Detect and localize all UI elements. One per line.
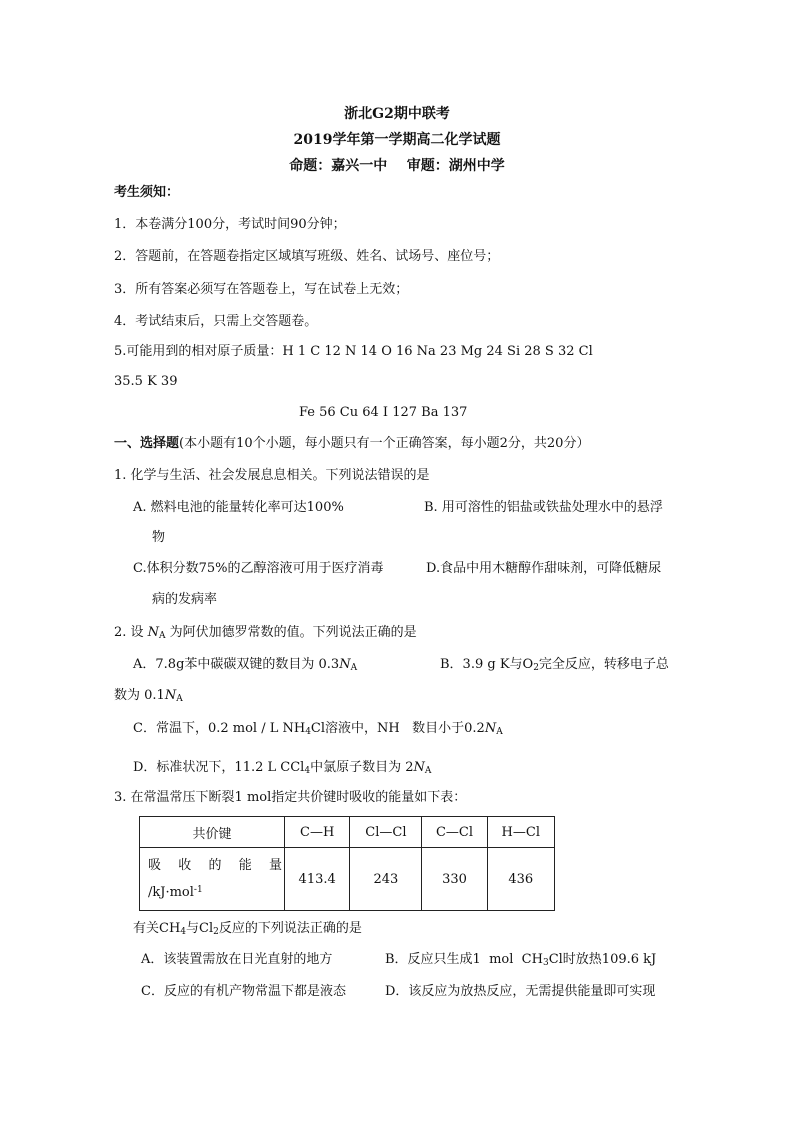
q2-option-d <box>133 759 431 780</box>
q2-b-b: 完全反应，转移电子总 <box>538 657 669 672</box>
notice-item-5: 5.可能用到的相对原子质量：H 1 C 12 N 14 O 16 Na 23 Mg 24 Si 28 S 32 Cl <box>114 344 593 359</box>
q1-option-b-cont: 物 <box>152 530 166 545</box>
table-header-row <box>140 817 555 848</box>
exam-subtitle: 2019学年第一学期高二化学试题 <box>293 132 501 148</box>
notice-item-1: 1．本卷满分100分，考试时间90分钟； <box>114 217 346 232</box>
q2-b-sub: 2 <box>533 663 539 673</box>
section-label: 一、选择题 <box>114 436 180 451</box>
table-row-label <box>140 848 285 911</box>
bond-energy-table <box>139 816 555 911</box>
q1-option-b: B. 用可溶性的铝盐或铁盐处理水中的悬浮 <box>424 500 663 515</box>
q2-d-a: D．标准状况下，11.2 L CCl <box>133 760 305 775</box>
q2-a-text: A．7.8g苯中碳碳双键的数目为 0.3 <box>133 657 340 672</box>
table-cell-hcl: 436 <box>487 848 554 911</box>
q2-c-sub: 4 <box>305 727 311 737</box>
q2-option-b <box>440 656 669 677</box>
row-label-sup: -1 <box>193 885 203 895</box>
q1-stem: 1. 化学与生活、社会发展息息相关。下列说法错误的是 <box>114 468 430 483</box>
table-header-hcl: H—Cl <box>487 817 554 848</box>
q2-d-na-sub: A <box>424 766 432 776</box>
q2-d-sub: 4 <box>304 766 311 776</box>
exam-authors <box>0 157 794 175</box>
q1-option-d-cont: 病的发病率 <box>152 592 218 607</box>
q3-option-d: D．该反应为放热反应，无需提供能量即可实现 <box>385 984 656 999</box>
q2-option-c <box>133 720 503 741</box>
q3-option-a: A．该装置需放在日光直射的地方 <box>141 952 333 967</box>
table-header-ch: C—H <box>285 817 350 848</box>
q2-na-sub: A <box>159 631 166 641</box>
row-label-line2: /kJ·mol <box>148 885 194 900</box>
notice-item-4: 4．考试结束后，只需上交答题卷。 <box>114 314 318 329</box>
q3-stem: 3. 在常温常压下断裂1 mol指定共价键时吸收的能量如下表： <box>114 790 467 805</box>
q2-d-na: N <box>413 760 425 775</box>
q3-intro-sub2: 2 <box>213 927 219 937</box>
q2-stem <box>114 624 417 645</box>
q2-b-a: B．3.9 g K与O <box>440 657 534 672</box>
q2-c-na-sub: A <box>496 727 503 737</box>
q3-intro <box>133 920 362 941</box>
q3-b-a: B．反应只生成1 mol CH <box>385 952 543 967</box>
q3-option-b <box>385 951 656 972</box>
table-header-ccl: C—Cl <box>422 817 487 848</box>
table-header-bond: 共价键 <box>140 817 285 848</box>
notice-heading: 考生须知： <box>114 185 180 200</box>
q2-b-na: N <box>164 688 177 703</box>
q2-option-a <box>133 656 357 677</box>
q1-option-d: D.食品中用木糖醇作甜味剂，可降低糖尿 <box>426 561 662 576</box>
q2-c-a: C．常温下，0.2 mol / L NH <box>133 721 306 736</box>
q2-option-b-cont <box>114 687 183 708</box>
q3-intro-b: 与Cl <box>186 921 214 936</box>
table-cell-ch: 413.4 <box>285 848 350 911</box>
table-cell-ccl: 330 <box>422 848 487 911</box>
table-cell-clcl: 243 <box>350 848 422 911</box>
q3-option-c: C．反应的有机产物常温下都是液态 <box>141 984 346 999</box>
section-title <box>114 435 589 453</box>
notice-item-5-cont: 35.5 K 39 <box>114 374 178 389</box>
section-desc: (本小题有10个小题，每小题只有一个正确答案，每小题2分，共20分） <box>179 436 590 451</box>
table-header-clcl: Cl—Cl <box>350 817 422 848</box>
q2-b2: 数为 0.1 <box>114 688 165 703</box>
q2-c-na: N <box>484 721 497 736</box>
q2-d-b: 中氯原子数目为 2 <box>310 760 414 775</box>
authors-text: 命题：嘉兴一中 审题：湖州中学 <box>289 158 505 174</box>
q1-option-c: C.体积分数75%的乙醇溶液可用于医疗消毒 <box>133 561 384 576</box>
q2-stem-a: 2. 设 <box>114 625 148 640</box>
q3-b-sub: 3 <box>542 958 549 968</box>
q2-na: N <box>147 625 160 640</box>
q2-a-na: N <box>339 657 351 672</box>
q2-b-na-sub: A <box>176 694 183 704</box>
q3-intro-c: 反应的下列说法正确的是 <box>218 921 362 936</box>
q3-intro-a: 有关CH <box>133 921 181 936</box>
q3-b-b: Cl时放热109.6 kJ <box>548 952 657 967</box>
q2-c-b: Cl溶液中，NH 数目小于0.2 <box>310 721 485 736</box>
notice-item-2: 2．答题前，在答题卷指定区域填写班级、姓名、试场号、座位号； <box>114 249 500 264</box>
exam-title: 浙北G2期中联考 <box>344 106 450 122</box>
table-row <box>140 848 555 911</box>
row-label-line1: 吸收的能量 <box>148 858 282 873</box>
q1-option-a: A. 燃料电池的能量转化率可达100% <box>133 500 344 515</box>
q2-a-na-sub: A <box>350 663 358 673</box>
notice-item-3: 3．所有答案必须写在答题卷上，写在试卷上无效； <box>114 282 409 297</box>
q3-intro-sub1: 4 <box>180 927 187 937</box>
notice-item-5-cont2: Fe 56 Cu 64 I 127 Ba 137 <box>299 405 468 420</box>
q2-stem-b: 为阿伏加德罗常数的值。下列说法正确的是 <box>165 625 417 640</box>
